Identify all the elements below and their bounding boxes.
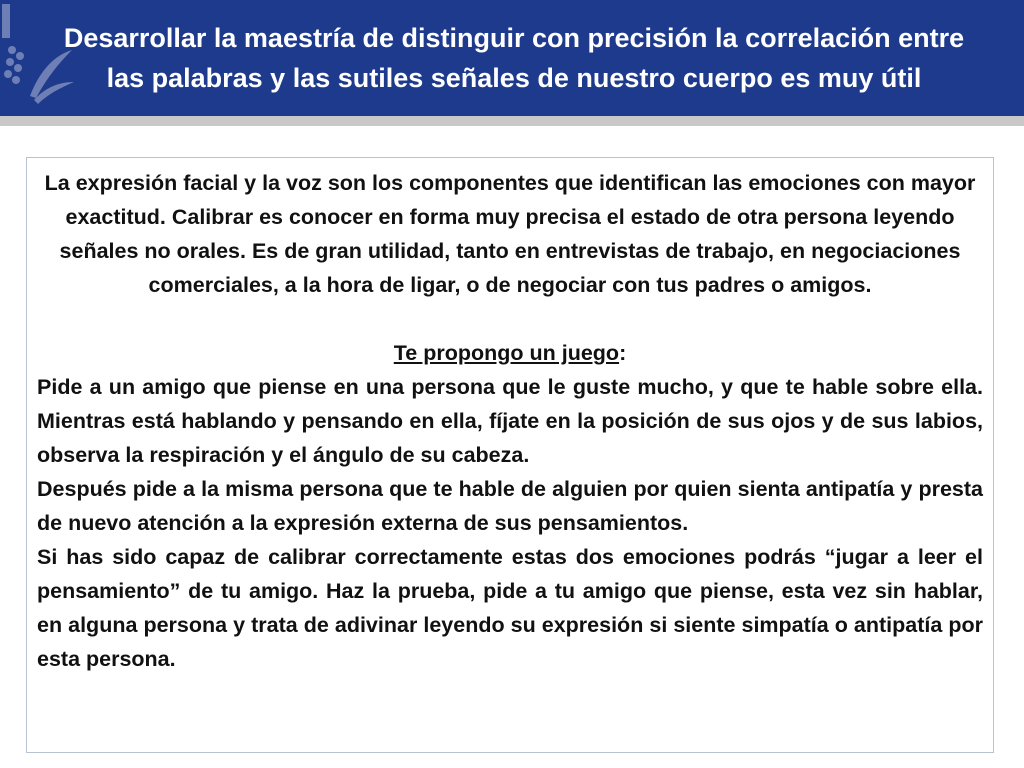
game-step-2: Después pide a la misma persona que te hable de alguien por quien sienta antipatía y presta de nuevo atención a la expresión externa de sus pensamientos.	[37, 477, 983, 535]
game-heading	[37, 336, 983, 370]
game-step-1: Pide a un amigo que piense en una persona que le guste mucho, y que te hable sobre ella. Mientras está hablando y pensando en ella, fíjate en la posición de sus ojos y de sus labios, observa la respiración y el ángulo de su cabeza.	[37, 375, 983, 467]
slide-title	[14, 18, 1014, 98]
game-heading-text: Te propongo un juego	[393, 341, 620, 365]
slide-title-line-2: las palabras y las sutiles señales de nuestro cuerpo es muy útil	[106, 63, 922, 93]
content-box	[26, 157, 994, 753]
intro-paragraph: La expresión facial y la voz son los componentes que identifican las emociones con mayor exactitud. Calibrar es conocer en forma muy precisa el estado de otra persona leyendo señales no orales. Es de gran utilidad, tanto en entrevistas de trabajo, en negociaciones comerciales, a la hora de ligar, o de negociar con tus padres o amigos.	[44, 171, 976, 297]
slide-title-line-1: Desarrollar la maestría de distinguir con precisión la correlación entre	[63, 23, 965, 53]
game-step-3: Si has sido capaz de calibrar correctamente estas dos emociones podrás “jugar a leer el pensamiento” de tu amigo. Haz la prueba, pide a tu amigo que piense, esta vez sin hablar, en alguna persona y trata de adivinar leyendo su expresión si siente simpatía o antipatía por esta persona.	[37, 545, 983, 671]
header-bar	[0, 0, 1024, 116]
header-divider	[0, 116, 1024, 126]
paragraph-spacer	[37, 302, 983, 336]
content-text	[37, 166, 983, 676]
game-heading-colon: :	[619, 341, 627, 365]
